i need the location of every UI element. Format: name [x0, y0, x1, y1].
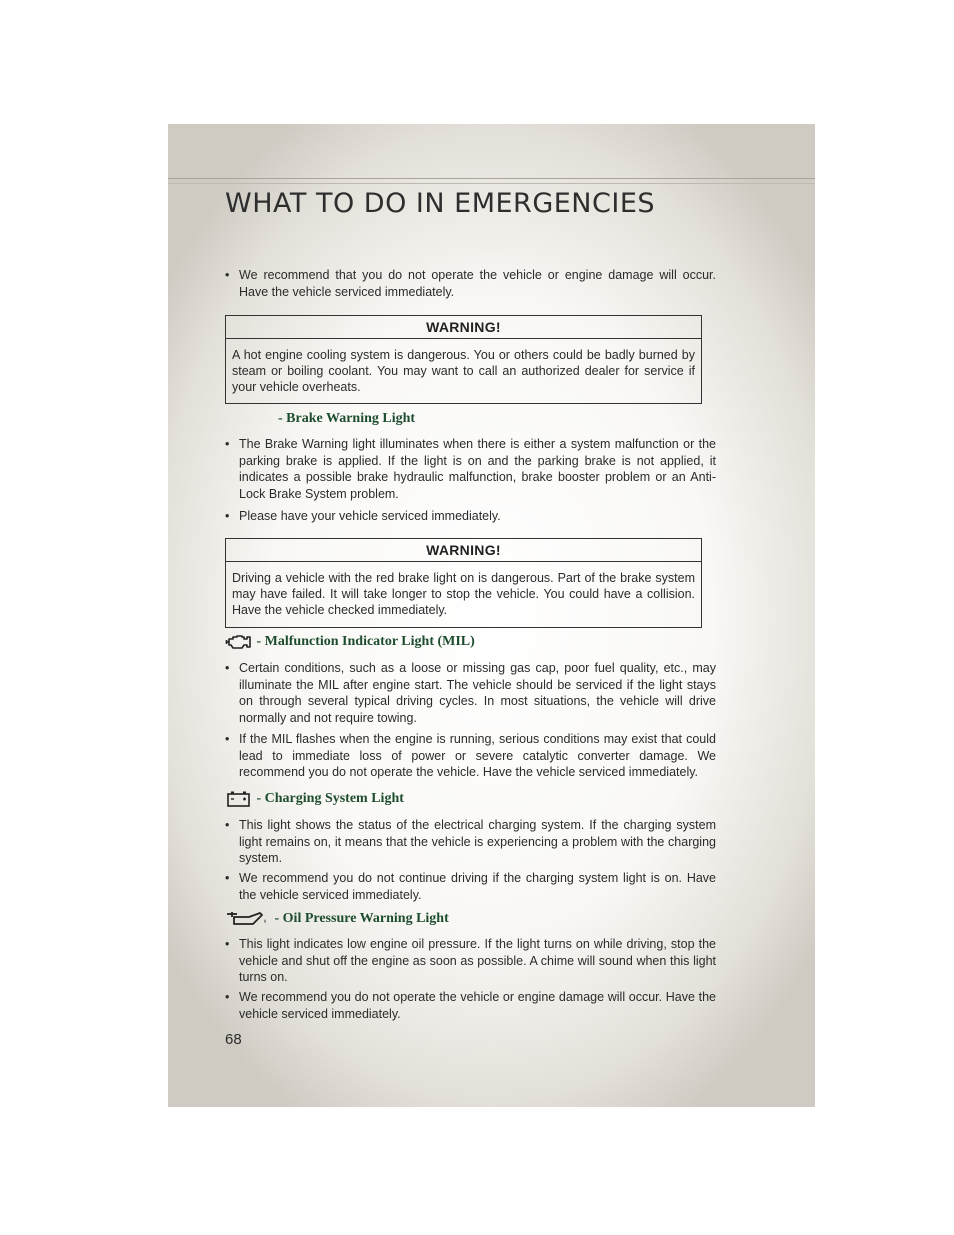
- mil-heading: - Malfunction Indicator Light (MIL): [256, 634, 475, 649]
- warning-box-brake: [225, 538, 702, 628]
- page-title: WHAT TO DO IN EMERGENCIES: [225, 188, 656, 219]
- warning-box-cooling: [225, 315, 702, 404]
- manual-page: [168, 124, 815, 1107]
- list-item: • This light shows the status of the electrical charging system. If the charging system light remains on, it means that the vehicle is experiencing a problem with the charging system.: [225, 818, 716, 865]
- warning-title: WARNING!: [226, 316, 701, 339]
- header-rule-top: [168, 178, 815, 179]
- header-rule-bottom: [168, 183, 815, 184]
- intro-bullet: • We recommend that you do not operate the vehicle or engine damage will occur. Have the vehicle serviced immediately.: [225, 268, 716, 299]
- oil-can-icon: [225, 911, 275, 926]
- battery-icon: [225, 791, 257, 806]
- charging-heading-row: [225, 789, 702, 809]
- warning-body: A hot engine cooling system is dangerous. You or others could be badly burned by steam or boiling coolant. You may want to call an authorized dealer for service if your vehicle overheats.: [232, 348, 695, 394]
- list-item: • Please have your vehicle serviced immediately.: [225, 509, 501, 523]
- list-item: • The Brake Warning light illuminates when there is either a system malfunction or the parking brake is applied. If the light is on and the parking brake is not applied, it indicates a possible brake hydraulic malfunction, brake booster problem or an Anti-Lock Brake System problem.: [225, 437, 716, 501]
- list-item: • Certain conditions, such as a loose or missing gas cap, poor fuel quality, etc., may illuminate the MIL after engine start. The vehicle should be serviced if the light stays on through several typical driving cycles. In most situations, the vehicle will drive normally and not require towing.: [225, 661, 716, 725]
- list-item: • We recommend you do not continue driving if the charging system light is on. Have the vehicle serviced immediately.: [225, 871, 716, 902]
- engine-icon: [225, 634, 257, 649]
- page-number: 68: [225, 1031, 242, 1048]
- list-item: • We recommend you do not operate the vehicle or engine damage will occur. Have the vehicle serviced immediately.: [225, 990, 716, 1021]
- list-item: • If the MIL flashes when the engine is running, serious conditions may exist that could lead to immediate loss of power or severe catalytic converter damage. We recommend you do not operate the vehicle. Have the vehicle serviced immediately.: [225, 732, 716, 779]
- list-item: • This light indicates low engine oil pressure. If the light turns on while driving, stop the vehicle and shut off the engine as soon as possible. A chime will sound when this light turns on.: [225, 937, 716, 984]
- brake-warning-heading: - Brake Warning Light: [278, 411, 416, 426]
- oil-heading: - Oil Pressure Warning Light: [274, 911, 449, 926]
- warning-body: Driving a vehicle with the red brake light on is dangerous. Part of the brake system may have failed. It will take longer to stop the vehicle. You could have a collision. Have the vehicle checked immediately.: [232, 571, 695, 617]
- charging-heading: - Charging System Light: [256, 791, 404, 806]
- oil-heading-row: [225, 909, 702, 929]
- mil-heading-row: [225, 632, 702, 652]
- warning-title: WARNING!: [226, 539, 701, 562]
